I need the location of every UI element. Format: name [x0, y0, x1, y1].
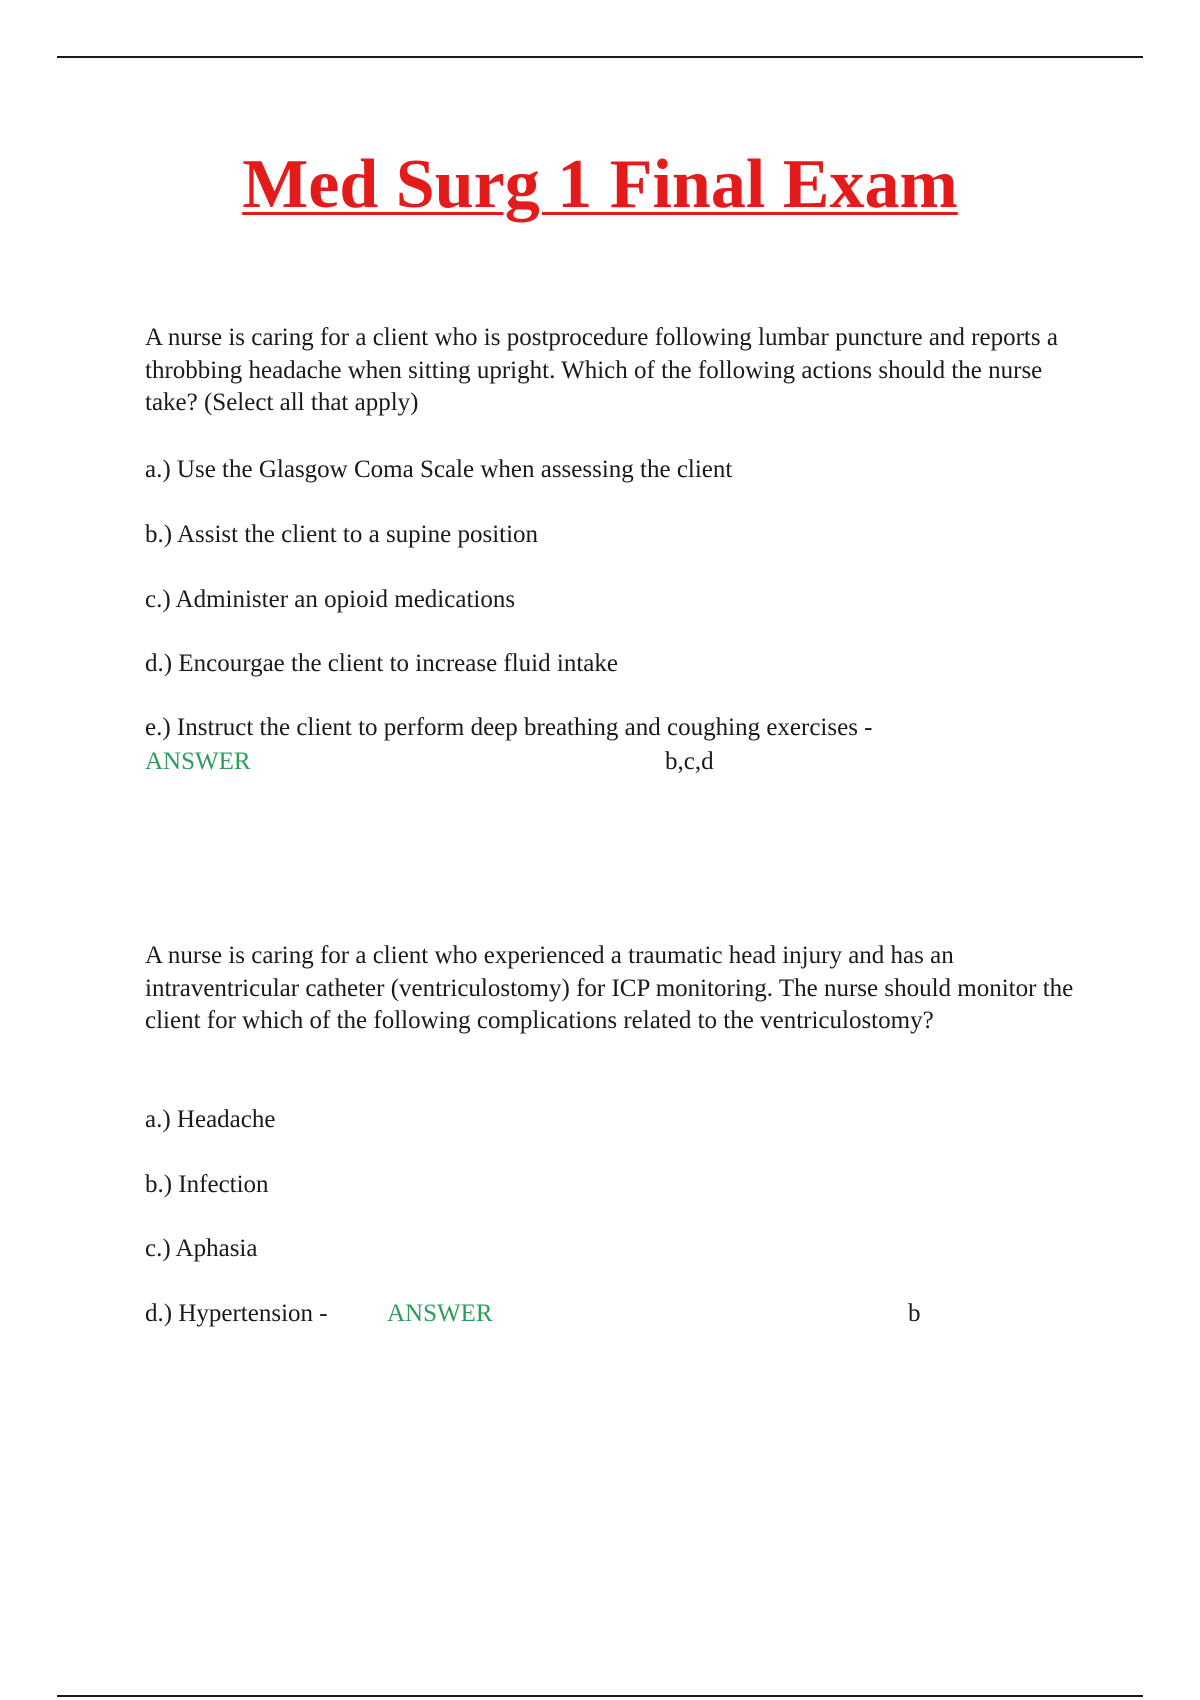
question-2-option-d: d.) Hypertension - [145, 1300, 328, 1327]
question-1-option-e: e.) Instruct the client to perform deep breathing and coughing exercises - [145, 714, 873, 741]
question-1-option-b: b.) Assist the client to a supine position [145, 521, 539, 548]
page-title [0, 145, 1200, 225]
question-2-option-b: b.) Infection [145, 1171, 269, 1198]
question-2-option-a: a.) Headache [145, 1106, 276, 1133]
question-2-answer-value: b [908, 1300, 921, 1327]
question-1-option-d: d.) Encourgae the client to increase fluid intake [145, 650, 618, 677]
bottom-rule [57, 1695, 1143, 1697]
question-2-stem: A nurse is caring for a client who experienced a traumatic head injury and has an intraventricular catheter (ventriculostomy) for ICP monitoring. The nurse should monitor the client for which of the following complications related to the ventriculostomy? [145, 942, 1074, 1034]
question-1-answer-value: b,c,d [665, 748, 714, 775]
top-rule [57, 56, 1143, 58]
question-1-option-a: a.) Use the Glasgow Coma Scale when assessing the client [145, 456, 733, 483]
question-1-option-c: c.) Administer an opioid medications [145, 586, 516, 613]
page-title-text: Med Surg 1 Final Exam [242, 146, 958, 223]
question-2-answer-label: ANSWER [387, 1300, 493, 1327]
question-1-answer-label: ANSWER [145, 748, 251, 775]
question-2-option-c: c.) Aphasia [145, 1235, 258, 1262]
question-1-stem: A nurse is caring for a client who is postprocedure following lumbar puncture and reports a throbbing headache when sitting upright. Which of the following actions should the nurse take? (Select all that apply) [145, 324, 1058, 416]
